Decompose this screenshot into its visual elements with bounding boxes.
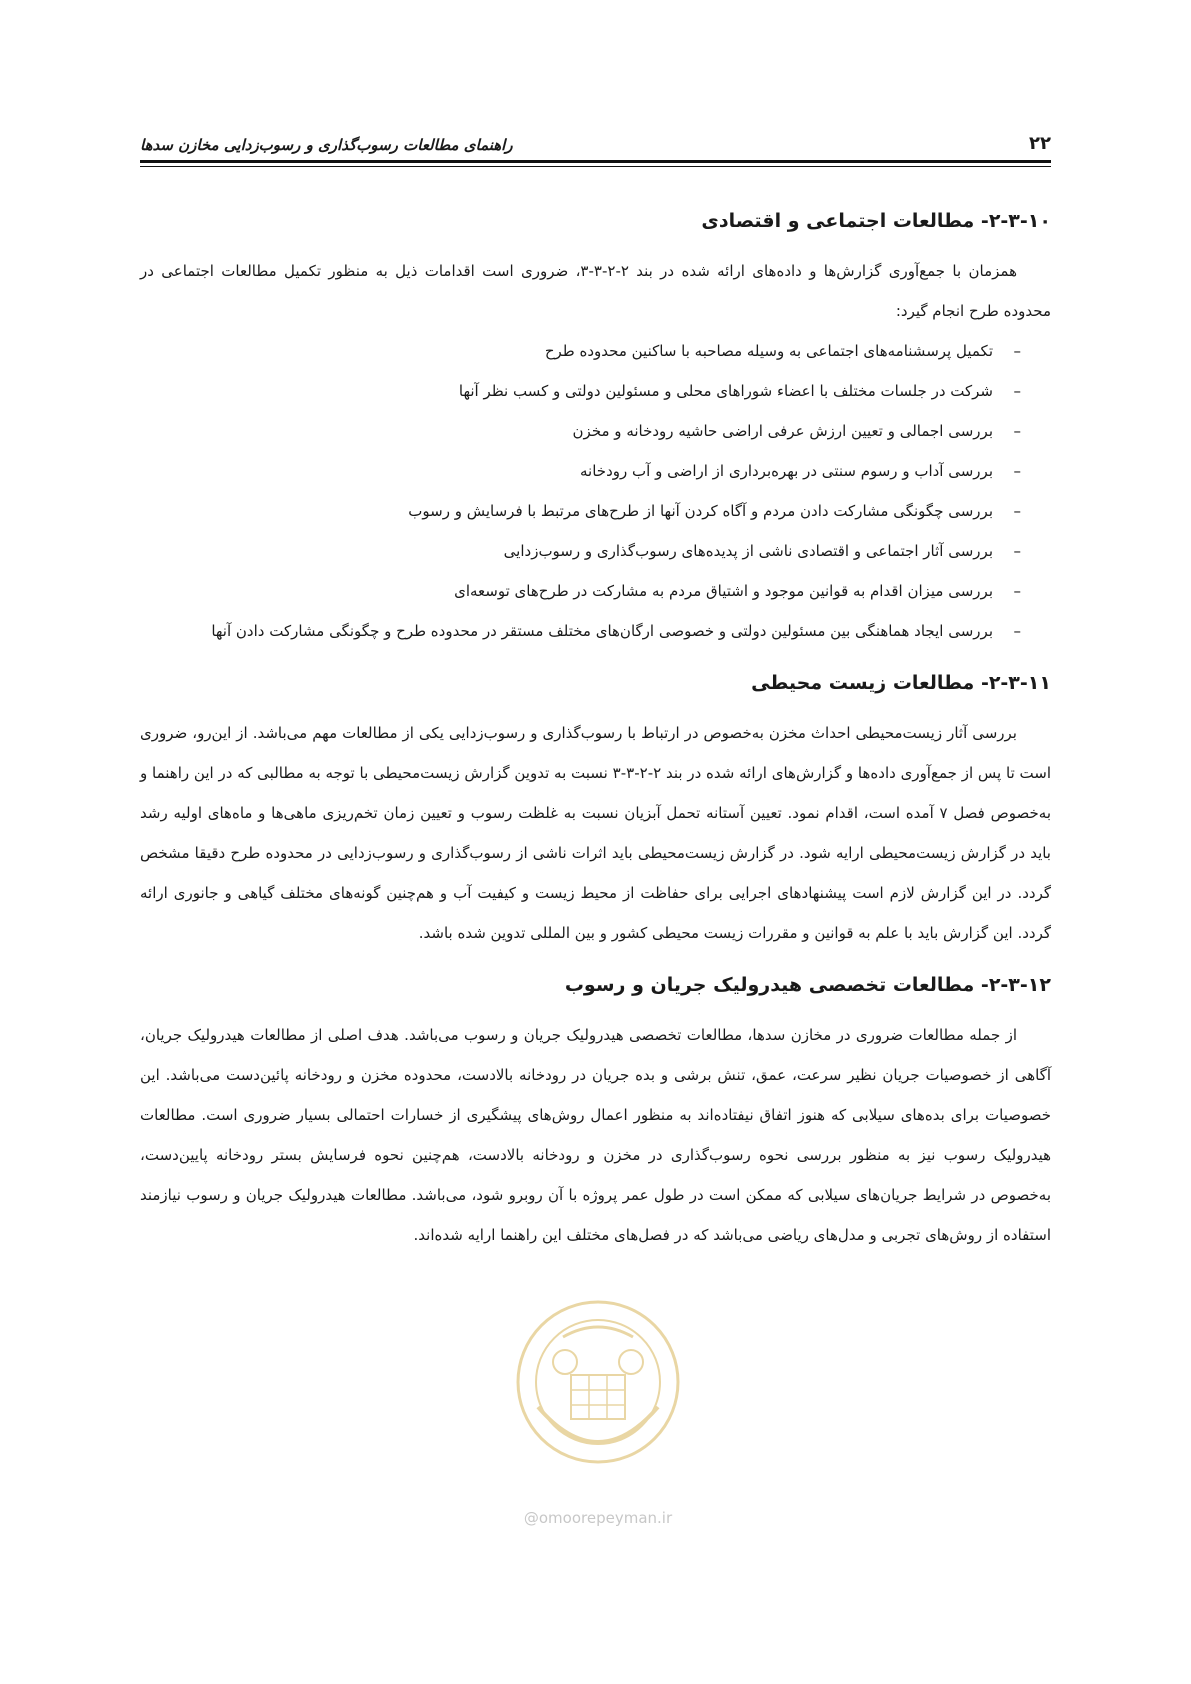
list-item-text: بررسی آثار اجتماعی و اقتصادی ناشی از پدیده‌های رسوب‌گذاری و رسوب‌زدایی: [503, 542, 993, 560]
bullet-list: [140, 331, 1051, 651]
list-item-text: بررسی میزان اقدام به قوانین موجود و اشتیاق مردم به مشارکت در طرح‌های توسعه‌ای: [454, 582, 993, 600]
section-hydraulics: [140, 969, 1051, 1255]
watermark-logo: [493, 1287, 703, 1537]
running-title: راهنمای مطالعات رسوب‌گذاری و رسوب‌زدایی مخازن سدها: [140, 136, 513, 154]
header-rule-thin: [140, 166, 1051, 167]
list-item: [140, 451, 1021, 491]
list-item-text: بررسی اجمالی و تعیین ارزش عرفی اراضی حاشیه رودخانه و مخزن: [572, 422, 993, 440]
section-body: از جمله مطالعات ضروری در مخازن سدها، مطالعات تخصصی هیدرولیک جریان و رسوب می‌باشد. هدف اصلی از مطالعات هیدرولیک جریان، آگاهی از خصوصیات جریان نظیر سرعت، عمق، تنش برشی و بده جریان در رودخانه بالادست، محدوده مخزن و رودخانه پائین‌دست می‌باشد. این خصوصیات برای بده‌های سیلابی که هنوز اتفاق نیفتاده‌اند به منظور اعمال روش‌های پیشگیری از خسارات احتمالی بسیار ضروری است. مطالعات هیدرولیک رسوب نیز به منظور بررسی نحوه رسوب‌گذاری در مخزن و رودخانه بالادست، هم‌چنین نحوه فرسایش بستر رودخانه پایین‌دست، به‌خصوص در شرایط جریان‌های سیلابی که ممکن است در طول عمر پروژه با آن روبرو شود، می‌باشد. مطالعات هیدرولیک جریان و رسوب نیازمند استفاده از روش‌های تجربی و مدل‌های ریاضی می‌باشد که در فصل‌های مختلف این راهنما ارایه شده‌اند.: [140, 1026, 1051, 1244]
section-heading: ۲-۳-۱۰- مطالعات اجتماعی و اقتصادی: [701, 210, 1051, 232]
list-item: [140, 571, 1021, 611]
page-header: [140, 124, 1051, 154]
page-content: [140, 205, 1051, 1271]
list-item-text: بررسی ایجاد هماهنگی بین مسئولین دولتی و خصوصی ارگان‌های مختلف مستقر در محدوده طرح و چگونگی مشارکت دادن آنها: [211, 622, 993, 640]
dash-bullet-icon: –: [1013, 542, 1021, 560]
list-item: [140, 411, 1021, 451]
section-environmental: [140, 667, 1051, 953]
list-item: [140, 371, 1021, 411]
dash-bullet-icon: –: [1013, 502, 1021, 520]
watermark-url: @omoorepeyman.ir: [523, 1509, 673, 1527]
section-intro: همزمان با جمع‌آوری گزارش‌ها و داده‌های ارائه شده در بند ۲-۲-۳-۳، ضروری است اقدامات ذیل به منظور تکمیل مطالعات اجتماعی در محدوده طرح انجام گیرد:: [140, 262, 1051, 320]
dash-bullet-icon: –: [1013, 622, 1021, 640]
list-item: [140, 531, 1021, 571]
list-item: [140, 331, 1021, 371]
dash-bullet-icon: –: [1013, 582, 1021, 600]
section-social-economic: [140, 205, 1051, 651]
list-item: [140, 491, 1021, 531]
dash-bullet-icon: –: [1013, 382, 1021, 400]
list-item-text: شرکت در جلسات مختلف با اعضاء شوراهای محلی و مسئولین دولتی و کسب نظر آنها: [458, 382, 993, 400]
section-heading: ۲-۳-۱۲- مطالعات تخصصی هیدرولیک جریان و رسوب: [564, 974, 1051, 996]
watermark-emblem-icon: [493, 1287, 703, 1507]
list-item: [140, 611, 1021, 651]
dash-bullet-icon: –: [1013, 422, 1021, 440]
section-heading: ۲-۳-۱۱- مطالعات زیست محیطی: [751, 672, 1051, 694]
page-number: ۲۲: [1029, 133, 1051, 154]
dash-bullet-icon: –: [1013, 462, 1021, 480]
list-item-text: تکمیل پرسشنامه‌های اجتماعی به وسیله مصاحبه با ساکنین محدوده طرح: [544, 342, 993, 360]
list-item-text: بررسی چگونگی مشارکت دادن مردم و آگاه کردن آنها از طرح‌های مرتبط با فرسایش و رسوب: [408, 502, 993, 520]
dash-bullet-icon: –: [1013, 342, 1021, 360]
section-body: بررسی آثار زیست‌محیطی احداث مخزن به‌خصوص در ارتباط با رسوب‌گذاری و رسوب‌زدایی یکی از مطالعات مهم می‌باشد. از این‌رو، ضروری است تا پس از جمع‌آوری داده‌ها و گزارش‌های ارائه شده در بند ۲-۲-۳-۳ نسبت به تدوین گزارش زیست‌محیطی با توجه به مطالبی که در این راهنما و به‌خصوص فصل ۷ آمده است، اقدام نمود. تعیین آستانه تحمل آبزیان نسبت به غلظت رسوب و تعیین زمان تخم‌ریزی ماهی‌ها و ماه‌های اولیه رشد باید در گزارش زیست‌محیطی ارایه شود. در گزارش زیست‌محیطی باید اثرات ناشی از رسوب‌گذاری و رسوب‌زدایی در محدوده طرح دقیقا مشخص گردد. در این گزارش لازم است پیشنهادهای اجرایی برای حفاظت از محیط زیست و کیفیت آب و هم‌چنین گونه‌های مختلف گیاهی و جانوری ارائه گردد. این گزارش باید با علم به قوانین و مقررات زیست محیطی کشور و بین المللی تدوین شده باشد.: [140, 724, 1051, 942]
header-rule-thick: [140, 160, 1051, 163]
list-item-text: بررسی آداب و رسوم سنتی در بهره‌برداری از اراضی و آب رودخانه: [580, 462, 993, 480]
